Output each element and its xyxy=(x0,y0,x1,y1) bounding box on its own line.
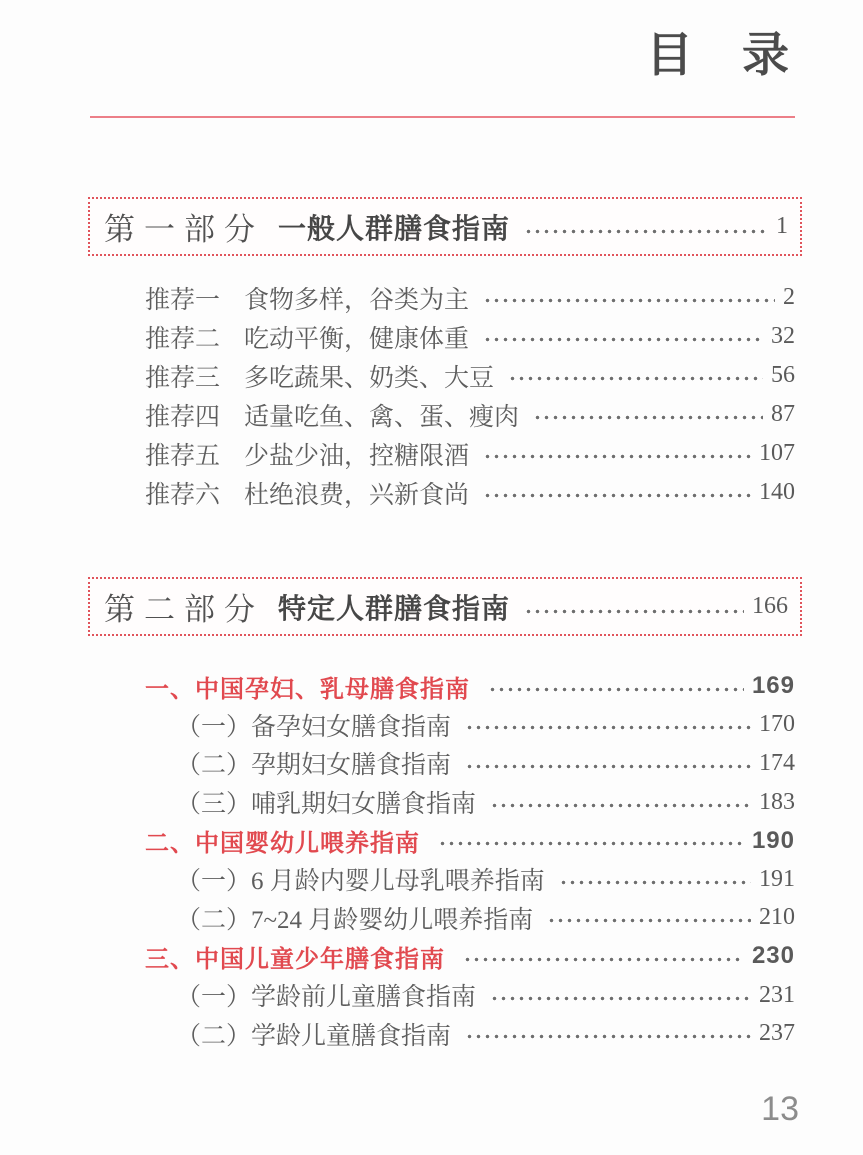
dot-leader xyxy=(486,667,744,706)
group-title: 三、中国儿童少年膳食指南 xyxy=(145,945,445,973)
entry-page-number: 231 xyxy=(759,981,795,1008)
entry-number: 推荐五 xyxy=(145,442,221,470)
part1-entry-list xyxy=(145,278,795,512)
dot-leader xyxy=(545,899,751,938)
entry-title: 吃动平衡，健康体重 xyxy=(244,325,470,353)
part2-page-number: 166 xyxy=(752,593,788,619)
entry-title: （二）学龄儿童膳食指南 xyxy=(176,1022,452,1050)
entry-page-number: 87 xyxy=(771,401,795,427)
page-title: 目 录 xyxy=(645,28,793,81)
toc-entry xyxy=(145,317,795,356)
title-divider-rule xyxy=(90,116,795,118)
dot-leader xyxy=(463,1014,751,1053)
entry-page-number: 183 xyxy=(759,788,795,815)
entry-page-number: 191 xyxy=(759,865,795,892)
toc-entry xyxy=(145,1014,795,1053)
toc-entry xyxy=(145,744,795,783)
dot-leader xyxy=(557,860,751,899)
part1-header-box xyxy=(88,197,802,256)
part1-label: 第一部分 xyxy=(104,212,264,247)
entry-page-number: 190 xyxy=(751,826,795,854)
entry-page-number: 174 xyxy=(759,749,795,776)
part2-label: 第二部分 xyxy=(104,592,264,627)
toc-entry xyxy=(145,899,795,938)
dot-leader xyxy=(522,579,744,634)
group-title: 一、中国孕妇、乳母膳食指南 xyxy=(145,675,470,703)
dot-leader xyxy=(488,976,751,1015)
dot-leader xyxy=(506,356,763,395)
entry-page-number: 56 xyxy=(771,362,795,388)
dot-leader xyxy=(481,473,751,512)
entry-page-number: 140 xyxy=(759,479,795,505)
toc-group-heading xyxy=(145,821,795,860)
entry-number: 推荐二 xyxy=(145,325,221,353)
toc-group-heading xyxy=(145,667,795,706)
entry-title: 少盐少油，控糖限酒 xyxy=(244,442,470,470)
dot-leader xyxy=(481,434,751,473)
entry-title: （三）哺乳期妇女膳食指南 xyxy=(176,791,477,819)
toc-group-heading xyxy=(145,937,795,976)
part1-title: 一般人群膳食指南 xyxy=(278,212,511,244)
entry-page-number: 230 xyxy=(751,942,795,970)
dot-leader xyxy=(488,783,751,822)
part2-entry-list xyxy=(145,667,795,1053)
part2-header-box xyxy=(88,577,802,636)
entry-title: 杜绝浪费，兴新食尚 xyxy=(244,481,470,509)
toc-entry xyxy=(145,278,795,317)
toc-entry xyxy=(145,706,795,745)
dot-leader xyxy=(481,317,763,356)
dot-leader xyxy=(461,937,744,976)
entry-title: （一）学龄前儿童膳食指南 xyxy=(176,984,477,1012)
toc-entry xyxy=(145,860,795,899)
entry-page-number: 107 xyxy=(759,440,795,466)
entry-page-number: 210 xyxy=(759,904,795,931)
dot-leader xyxy=(522,199,768,254)
toc-entry xyxy=(145,434,795,473)
entry-title: （二）7~24 月龄婴幼儿喂养指南 xyxy=(176,906,534,934)
toc-entry xyxy=(145,976,795,1015)
toc-entry xyxy=(145,473,795,512)
dot-leader xyxy=(463,744,751,783)
group-title: 二、中国婴幼儿喂养指南 xyxy=(145,830,420,858)
entry-title: 多吃蔬果、奶类、大豆 xyxy=(244,364,495,392)
entry-title: （一）6 月龄内婴儿母乳喂养指南 xyxy=(176,868,545,896)
entry-number: 推荐六 xyxy=(145,481,221,509)
entry-title: （一）备孕妇女膳食指南 xyxy=(176,713,452,741)
entry-title: （二）孕期妇女膳食指南 xyxy=(176,752,452,780)
toc-entry xyxy=(145,356,795,395)
dot-leader xyxy=(531,395,763,434)
entry-number: 推荐四 xyxy=(145,403,221,431)
dot-leader xyxy=(436,821,744,860)
dot-leader xyxy=(463,706,751,745)
entry-number: 推荐一 xyxy=(145,286,221,314)
footer-page-number: 13 xyxy=(761,1090,799,1128)
toc-entry xyxy=(145,395,795,434)
entry-page-number: 169 xyxy=(751,672,795,700)
part2-title: 特定人群膳食指南 xyxy=(278,592,511,624)
entry-title: 适量吃鱼、禽、蛋、瘦肉 xyxy=(244,403,520,431)
toc-entry xyxy=(145,783,795,822)
dot-leader xyxy=(481,278,775,317)
entry-page-number: 2 xyxy=(783,284,795,310)
entry-title: 食物多样，谷类为主 xyxy=(244,286,470,314)
entry-page-number: 32 xyxy=(771,323,795,349)
part1-page-number: 1 xyxy=(776,213,788,239)
entry-page-number: 170 xyxy=(759,711,795,738)
entry-page-number: 237 xyxy=(759,1020,795,1047)
entry-number: 推荐三 xyxy=(145,364,221,392)
